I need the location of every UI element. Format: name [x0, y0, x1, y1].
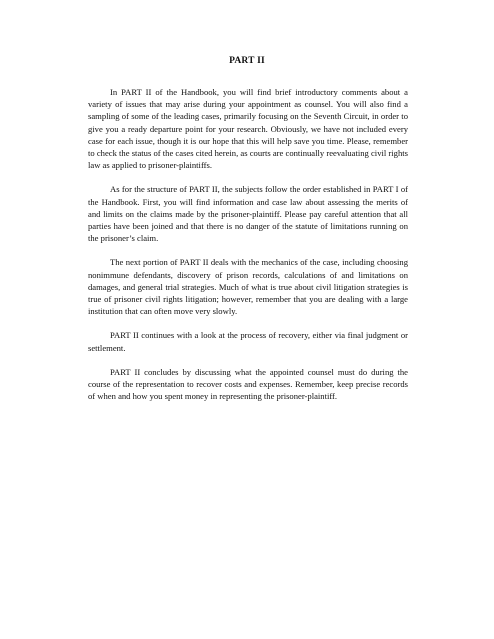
- paragraph-structure: As for the structure of PART II, the subjects follow the order established in PART I of the Handbook. First, you will find information and case law about assessing the merits of and limits on the claims made by the prisoner-plaintiff. Please pay careful attention that all parties have been joined and that there is no danger of the statute of limitations running on the prisoner’s claim.: [88, 184, 408, 244]
- page-title: PART II: [229, 56, 265, 66]
- document-body: [88, 86, 408, 414]
- paragraph-conclusion: PART II concludes by discussing what the appointed counsel must do during the course of the representation to recover costs and expenses. Remember, keep precise records of when and how you spent money in representing the prisoner-plaintiff.: [88, 366, 408, 402]
- paragraph-introduction: In PART II of the Handbook, you will find brief introductory comments about a variety of issues that may arise during your appointment as counsel. You will also find a sampling of some of the leading cases, primarily focusing on the Seventh Circuit, in order to give you a ready departure point for your research. Obviously, we have not included every case for each issue, though it is our hope that this will help save you time. Please, remember to check the status of the cases cited herein, as courts are continually reevaluating civil rights law as applied to prisoner-plaintiffs.: [88, 87, 408, 171]
- paragraph-recovery: PART II continues with a look at the process of recovery, either via final judgment or settlement.: [88, 330, 408, 353]
- paragraph-mechanics: The next portion of PART II deals with the mechanics of the case, including choosing nonimmune defendants, discovery of prison records, calculations of and limitations on damages, and general trial strategies. Much of what is true about civil litigation strategies is true of prisoner civil rights litigation; however, remember that you are dealing with a large institution that can often move very slowly.: [88, 257, 408, 317]
